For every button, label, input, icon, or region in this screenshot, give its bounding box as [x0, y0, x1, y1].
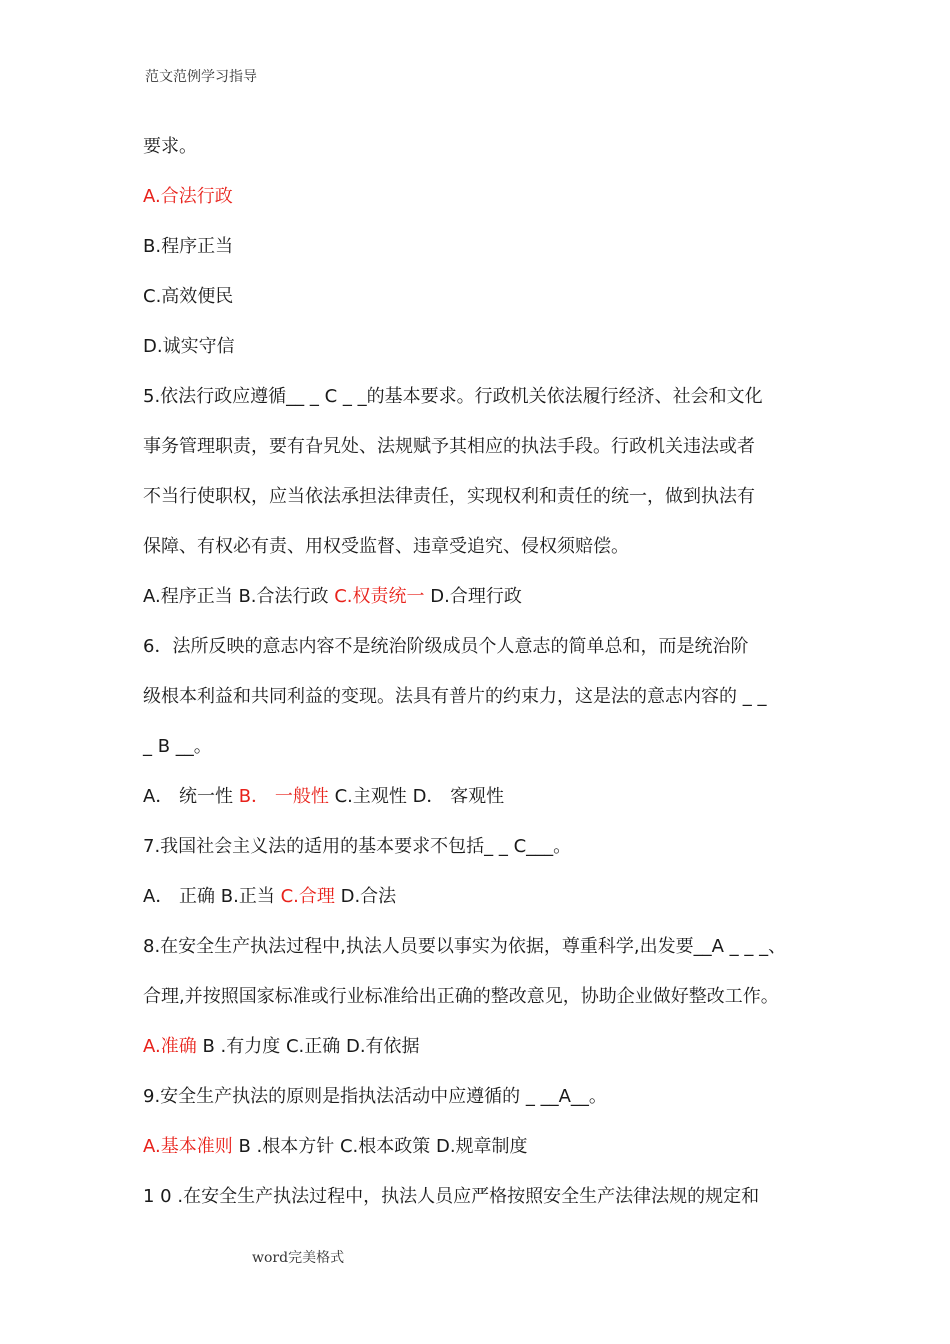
text-line — [143, 735, 823, 785]
text-line — [143, 435, 823, 485]
text-segment: _ B __。 — [143, 736, 212, 757]
text-line — [143, 235, 823, 285]
answer-highlight: C.权责统一 — [334, 586, 425, 607]
text-line — [143, 785, 823, 835]
text-line — [143, 935, 823, 985]
text-segment: 要求。 — [143, 136, 197, 157]
text-line — [143, 635, 823, 685]
text-segment: 合理,并按照国家标准或行业标准给出正确的整改意见，协助企业做好整改工作。 — [143, 986, 779, 1007]
page-header: 范文范例学习指导 — [145, 69, 257, 85]
answer-highlight: A.合法行政 — [143, 186, 233, 207]
answer-highlight: C.合理 — [280, 886, 335, 907]
text-segment: A． 正确 B.正当 — [143, 886, 281, 907]
text-line — [143, 535, 823, 585]
text-segment: 8.在安全生产执法过程中,执法人员要以事实为依据，尊重科学,出发要__A _ _ _、 — [143, 936, 787, 957]
text-line — [143, 1185, 823, 1235]
text-segment: D.诚实守信 — [143, 336, 235, 357]
answer-highlight: B． 一般性 — [238, 786, 329, 807]
text-line — [143, 285, 823, 335]
text-line — [143, 385, 823, 435]
text-segment: B.程序正当 — [143, 236, 234, 257]
text-segment: 9.安全生产执法的原则是指执法活动中应遵循的 _ __A__。 — [143, 1086, 607, 1107]
text-line — [143, 1035, 823, 1085]
text-line — [143, 1135, 823, 1185]
text-line — [143, 1085, 823, 1135]
text-segment: D.合法 — [334, 886, 397, 907]
text-segment: B .有力度 C.正确 D.有依据 — [196, 1036, 420, 1057]
document-body — [143, 135, 823, 1235]
text-segment: B .根本方针 C.根本政策 D.规章制度 — [232, 1136, 528, 1157]
text-line — [143, 885, 823, 935]
answer-highlight: A.基本准则 — [143, 1136, 233, 1157]
answer-highlight: A.准确 — [143, 1036, 197, 1057]
text-segment: 5.依法行政应遵循__ _ C _ _的基本要求。行政机关依法履行经济、社会和文化 — [143, 386, 763, 407]
text-line — [143, 135, 823, 185]
text-segment: 保障、有权必有责、用权受监督、违章受追究、侵权须赔偿。 — [143, 536, 629, 557]
text-line — [143, 985, 823, 1035]
text-segment: A.程序正当 B.合法行政 — [143, 586, 335, 607]
text-line — [143, 485, 823, 535]
text-segment: 不当行使职权，应当依法承担法律责任，实现权利和责任的统一，做到执法有 — [143, 486, 755, 507]
text-segment: 6．法所反映的意志内容不是统治阶级成员个人意志的简单总和，而是统治阶 — [143, 636, 749, 657]
text-segment: 1 0 .在安全生产执法过程中，执法人员应严格按照安全生产法律法规的规定和 — [143, 1186, 760, 1207]
text-line — [143, 585, 823, 635]
text-segment: 事务管理职责，要有旮旯处、法规赋予其相应的执法手段。行政机关违法或者 — [143, 436, 755, 457]
text-segment: 级根本利益和共同利益的变现。法具有普片的约束力，这是法的意志内容的 _ _ — [143, 686, 767, 707]
text-segment: C.主观性 D． 客观性 — [328, 786, 505, 807]
text-segment: C.高效便民 — [143, 286, 234, 307]
text-line — [143, 185, 823, 235]
text-segment: D.合理行政 — [424, 586, 522, 607]
text-line — [143, 335, 823, 385]
text-line — [143, 835, 823, 885]
text-segment: 7.我国社会主义法的适用的基本要求不包括_ _ C___。 — [143, 836, 572, 857]
page-footer: word完美格式 — [252, 1250, 345, 1266]
text-segment: A． 统一性 — [143, 786, 239, 807]
text-line — [143, 685, 823, 735]
